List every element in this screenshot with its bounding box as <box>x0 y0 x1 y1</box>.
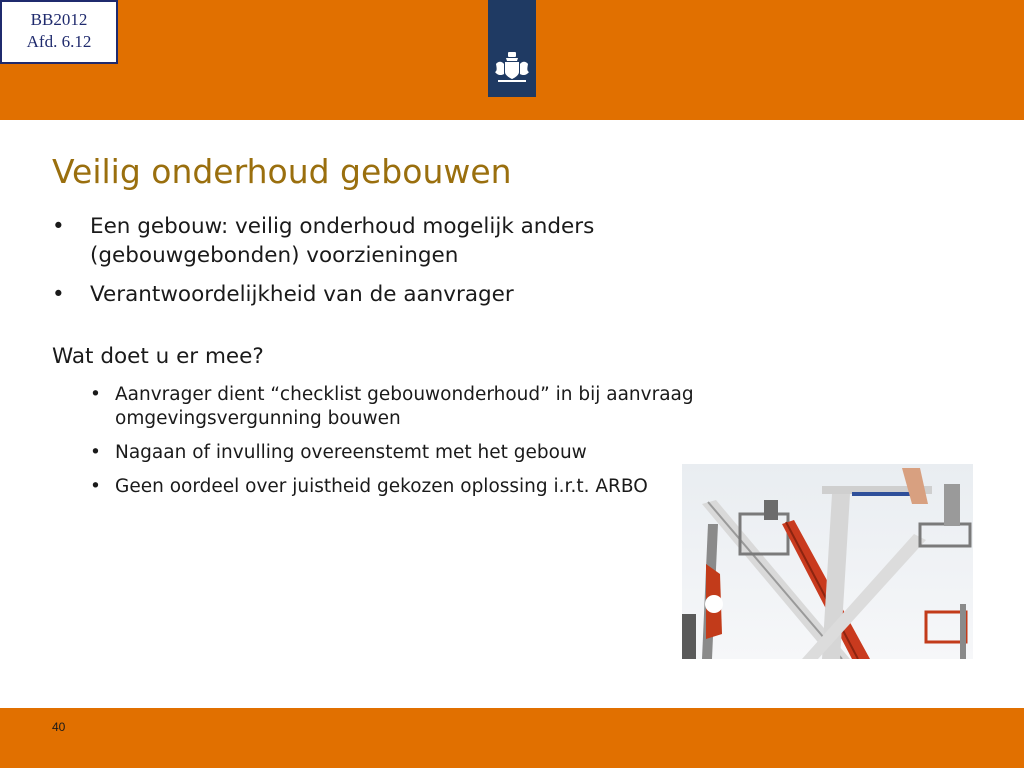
list-item <box>52 280 732 309</box>
list-item <box>90 383 850 431</box>
sub-bullet-text: Nagaan of invulling overeenstemt met het gebouw <box>115 442 587 463</box>
section-badge <box>0 0 118 64</box>
government-logo <box>488 0 536 97</box>
list-item <box>90 441 850 465</box>
page-number: 40 <box>52 720 66 734</box>
bullet-icon: • <box>52 214 65 239</box>
aerial-work-platform-photo <box>682 464 973 659</box>
badge-line-2: Afd. 6.12 <box>26 32 92 51</box>
sub-bullet-text: Aanvrager dient “checklist gebouwonderhoud” in bij aanvraag omgevingsvergunning bouwen <box>115 384 694 429</box>
question-heading: Wat doet u er mee? <box>52 344 264 369</box>
bullet-icon: • <box>90 442 101 463</box>
bullet-icon: • <box>90 384 101 405</box>
main-bullet-list <box>52 212 732 319</box>
coat-of-arms-icon <box>488 0 536 97</box>
badge-line-1: BB2012 <box>30 10 88 29</box>
bullet-text: Verantwoordelijkheid van de aanvrager <box>90 282 514 307</box>
bullet-text: Een gebouw: veilig onderhoud mogelijk anders (gebouwgebonden) voorzieningen <box>90 214 595 268</box>
slide-title: Veilig onderhoud gebouwen <box>52 152 512 191</box>
bullet-icon: • <box>52 282 65 307</box>
list-item <box>52 212 732 270</box>
bullet-icon: • <box>90 476 101 497</box>
footer-band <box>0 708 1024 768</box>
sub-bullet-text: Geen oordeel over juistheid gekozen oplossing i.r.t. ARBO <box>115 476 648 497</box>
